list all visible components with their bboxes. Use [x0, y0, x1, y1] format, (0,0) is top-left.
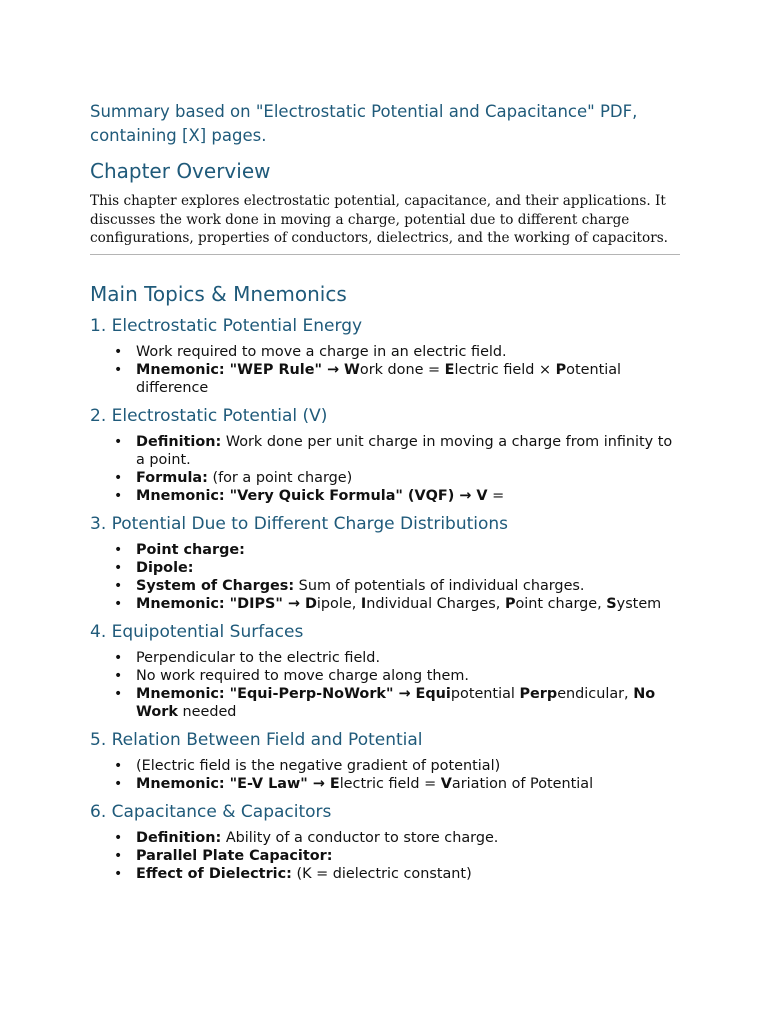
list-item — [136, 595, 680, 613]
text-run: Sum of potentials of individual charges. — [294, 577, 585, 594]
list-item — [136, 361, 680, 397]
text-run: (Electric field is the negative gradient of potential) — [136, 757, 501, 774]
bold-text-run: V — [440, 775, 452, 792]
text-run: ndividual Charges, — [366, 595, 505, 612]
list-item — [136, 541, 680, 559]
list-item — [136, 469, 680, 487]
list-item — [136, 487, 680, 505]
list-item — [136, 757, 680, 775]
bold-text-run: Dipole: — [136, 559, 194, 576]
topic-bullet-list — [90, 343, 680, 397]
summary-line: Summary based on "Electrostatic Potential and Capacitance" PDF, containing [X] pages. — [90, 102, 638, 145]
bold-text-run: P — [555, 361, 567, 378]
bold-text-run: E — [329, 775, 340, 792]
bold-text-run: Mnemonic: "WEP Rule" → — [136, 361, 345, 378]
list-item — [136, 685, 680, 721]
text-run: Perpendicular to the electric field. — [136, 649, 381, 666]
bold-text-run: I — [360, 595, 367, 612]
topic-heading: 2. Electrostatic Potential (V) — [90, 405, 328, 426]
topic-bullet-list — [90, 433, 680, 505]
text-run: (K = dielectric constant) — [291, 865, 472, 882]
bold-text-run: P — [504, 595, 516, 612]
chapter-overview-heading: Chapter Overview — [90, 159, 271, 183]
topic-heading: 4. Equipotential Surfaces — [90, 621, 304, 642]
bold-text-run: E — [444, 361, 455, 378]
list-item — [136, 829, 680, 847]
bold-text-run: Parallel Plate Capacitor: — [136, 847, 333, 864]
text-run: Ability of a conductor to store charge. — [221, 829, 499, 846]
document-page — [90, 100, 680, 891]
topic-sections — [90, 315, 680, 883]
list-item — [136, 865, 680, 883]
text-run: No work required to move charge along them. — [136, 667, 469, 684]
bold-text-run: S — [606, 595, 617, 612]
list-item — [136, 667, 680, 685]
list-item — [136, 433, 680, 469]
text-run: lectric field = — [339, 775, 441, 792]
list-item — [136, 343, 680, 361]
bold-text-run: Mnemonic: "E-V Law" → — [136, 775, 330, 792]
bold-text-run: No Work — [136, 685, 656, 720]
bold-text-run: Definition: — [136, 433, 222, 450]
text-run: endicular, — [557, 685, 634, 702]
text-run: ariation of Potential — [451, 775, 594, 792]
text-run: needed — [177, 703, 237, 720]
text-run: Work required to move a charge in an electric field. — [136, 343, 507, 360]
section-divider — [90, 254, 680, 255]
list-item — [136, 847, 680, 865]
text-run: oint charge, — [515, 595, 607, 612]
text-run: otential difference — [136, 361, 622, 396]
text-run: lectric field × — [454, 361, 556, 378]
topic-bullet-list — [90, 757, 680, 793]
topic-heading: 1. Electrostatic Potential Energy — [90, 315, 363, 336]
bold-text-run: Definition: — [136, 829, 222, 846]
text-run: ork done = — [359, 361, 445, 378]
bold-text-run: Point charge: — [136, 541, 245, 558]
text-run: = — [487, 487, 505, 504]
bold-text-run: W — [344, 361, 360, 378]
text-run: potential — [450, 685, 520, 702]
topic-heading: 6. Capacitance & Capacitors — [90, 801, 332, 822]
bold-text-run: Effect of Dielectric: — [136, 865, 292, 882]
list-item — [136, 649, 680, 667]
bold-text-run: Formula: — [136, 469, 208, 486]
bold-text-run: Mnemonic: "Very Quick Formula" (VQF) → V — [136, 487, 488, 504]
topic-bullet-list — [90, 829, 680, 883]
topic-heading: 5. Relation Between Field and Potential — [90, 729, 423, 750]
bold-text-run: Perp — [519, 685, 558, 702]
text-run: Work done per unit charge in moving a charge from infinity to a point. — [136, 433, 673, 468]
bold-text-run: D — [304, 595, 317, 612]
topic-heading: 3. Potential Due to Different Charge Distributions — [90, 513, 509, 534]
bold-text-run: System of Charges: — [136, 577, 295, 594]
topic-bullet-list — [90, 541, 680, 613]
text-run: ystem — [616, 595, 662, 612]
list-item — [136, 559, 680, 577]
list-item — [136, 775, 680, 793]
bold-text-run: Mnemonic: "DIPS" → — [136, 595, 305, 612]
list-item — [136, 577, 680, 595]
topic-bullet-list — [90, 649, 680, 721]
bold-text-run: Mnemonic: "Equi-Perp-NoWork" → Equi — [136, 685, 451, 702]
chapter-overview-text: This chapter explores electrostatic potential, capacitance, and their applications. It discusses the work done in moving a charge, potential due to different charge configurations, properties of conductors, dielectrics, and the working of capacitors. — [90, 193, 668, 246]
text-run: ipole, — [316, 595, 361, 612]
main-topics-heading: Main Topics & Mnemonics — [90, 281, 347, 306]
text-run: (for a point charge) — [207, 469, 353, 486]
